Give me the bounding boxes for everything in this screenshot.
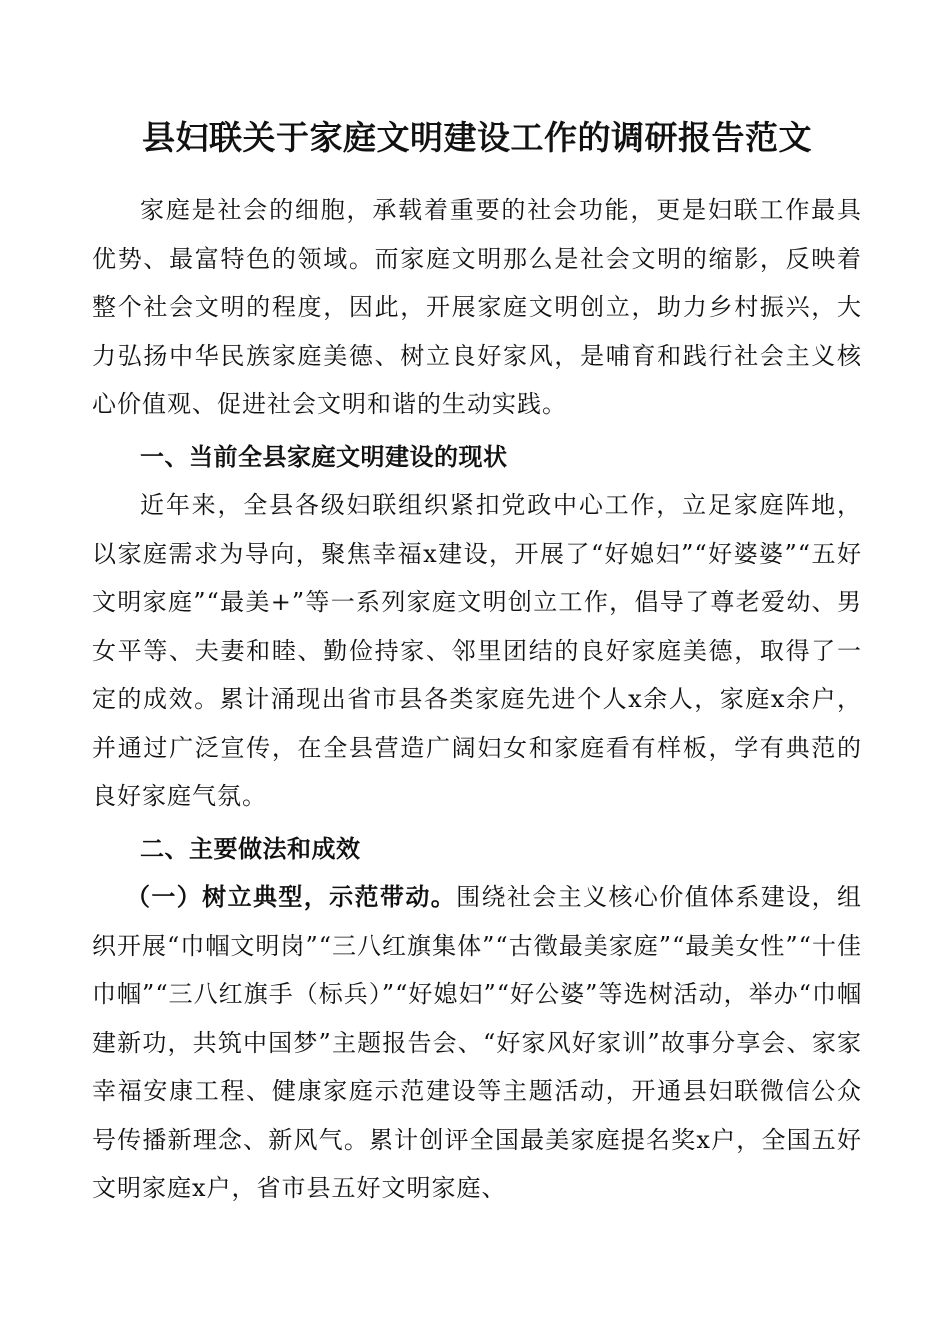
section-heading-current-status: 一、当前全县家庭文明建设的现状 <box>140 442 508 471</box>
practice-item-1-body: 围绕社会主义核心价值体系建设，组织开展“巾帼文明岗”“三八红旗集体”“古徵最美家庭”“最美女性”“十佳巾帼”“三八红旗手（标兵）”“好媳妇”“好公婆”等选树活动，举办“巾帼建新功，共筑中国梦”主题报告会、“好家风好家训”故事分享会、家家幸福安康工程、健康家庭示范建设等主题活动，开通县妇联微信公众号传播新理念、新风气。累计创评全国最美家庭提名奖x户，全国五好文明家庭x户，省市县五好文明家庭、 <box>92 883 863 1202</box>
section-heading-practices: 二、主要做法和成效 <box>140 834 361 863</box>
document-page <box>92 112 862 1213</box>
practice-item-1-lead: （一）树立典型，示范带动。 <box>126 883 457 911</box>
document-title: 县妇联关于家庭文明建设工作的调研报告范文 <box>142 118 812 157</box>
current-status-paragraph: 近年来，全县各级妇联组织紧扣党政中心工作，立足家庭阵地，以家庭需求为导向，聚焦幸福x建设，开展了“好媳妇”“好婆婆”“五好文明家庭”“最美+”等一系列家庭文明创立工作，倡导了尊老爱幼、男女平等、夫妻和睦、勤俭持家、邻里团结的良好家庭美德，取得了一定的成效。累计涌现出省市县各类家庭先进个人x余人，家庭x余户，并通过广泛宣传，在全县营造广阔妇女和家庭看有样板，学有典范的良好家庭气氛。 <box>92 491 862 810</box>
practice-item-1-paragraph <box>92 873 862 1213</box>
intro-paragraph: 家庭是社会的细胞，承载着重要的社会功能，更是妇联工作最具优势、最富特色的领域。而家庭文明那么是社会文明的缩影，反映着整个社会文明的程度，因此，开展家庭文明创立，助力乡村振兴，大力弘扬中华民族家庭美德、树立良好家风，是哺育和践行社会主义核心价值观、促进社会文明和谐的生动实践。 <box>92 196 862 418</box>
